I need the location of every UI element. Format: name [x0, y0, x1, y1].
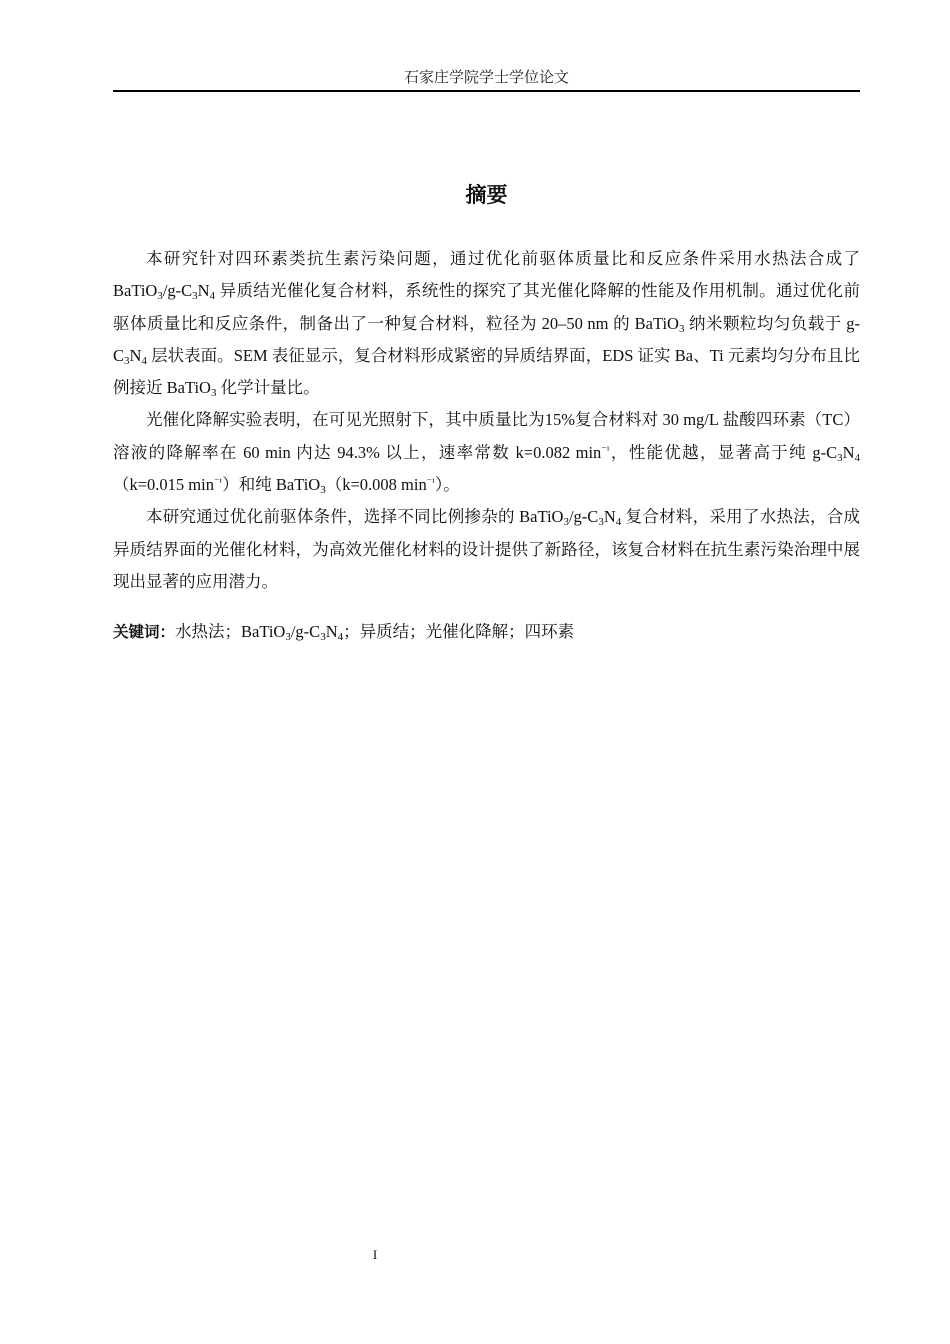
text-run: （k=0.008 min: [325, 475, 427, 495]
subscript-text: 3: [192, 290, 198, 303]
text-run: N: [129, 345, 142, 365]
text-run: 本研究针对四环素类抗生素污染问题，通过优化前驱体质量比和反应条件采用水热法合成了 BaTiO: [113, 249, 860, 301]
subscript-text: 3: [285, 631, 291, 643]
subscript-text: 3: [837, 451, 843, 464]
superscript-text: ⁻¹: [213, 477, 223, 489]
text-run: （k=0.015 min: [113, 475, 214, 495]
subscript-text: 4: [337, 631, 344, 643]
abstract-body: [113, 243, 860, 598]
abstract-paragraph: [113, 404, 860, 501]
superscript-text: ⁻¹: [426, 477, 435, 489]
text-run: N: [603, 507, 616, 527]
running-header: [113, 68, 860, 92]
text-run: 层状表面。SEM 表征显示，复合材料形成紧密的异质结界面，EDS 证实 Ba、Ti 元素均匀分布且比例接近 BaTiO: [113, 345, 860, 398]
abstract-title: 摘要: [465, 183, 508, 207]
text-run: /g-C: [568, 507, 599, 527]
text-run: ；异质结；光催化降解；四环素: [343, 622, 575, 641]
text-run: /g-C: [162, 281, 193, 301]
page-number: I: [372, 1247, 378, 1262]
subscript-text: 4: [615, 516, 622, 529]
text-run: ）。: [434, 475, 460, 495]
text-run: N: [842, 442, 855, 462]
superscript-text: ⁻¹: [601, 444, 610, 456]
text-run: /g-C: [290, 622, 321, 641]
text-run: N: [197, 281, 210, 301]
keywords-list: [175, 622, 574, 641]
subscript-text: 3: [320, 631, 326, 643]
text-run: 纳米颗粒均匀负载于 g-C: [113, 313, 860, 365]
subscript-text: 4: [141, 354, 147, 367]
text-run: 化学计量比。: [216, 378, 320, 398]
abstract-paragraph: [113, 243, 860, 404]
subscript-text: 4: [854, 451, 861, 464]
text-run: 光催化降解实验表明，在可见光照射下，其中质量比为15%复合材料对 30 mg/L 盐酸四环素（TC）溶液的降解率在 60 min 内达 94.3% 以上，速率常数 k=0.082 min: [113, 410, 860, 462]
text-run: 本研究通过优化前驱体条件，选择不同比例掺杂的 BaTiO: [146, 507, 564, 527]
subscript-text: 3: [124, 354, 130, 367]
keywords-label: 关键词：: [113, 623, 176, 641]
subscript-text: 3: [157, 290, 163, 303]
subscript-text: 4: [209, 290, 216, 303]
text-run: ，性能优越，显著高于纯 g-C: [609, 442, 838, 462]
text-run: 异质结光催化复合材料，系统性的探究了其光催化降解的性能及作用机制。通过优化前驱体质量比和反应条件，制备出了一种复合材料，粒径为 20–50 nm 的 BaTiO: [113, 281, 860, 333]
text-run: ）和纯 BaTiO: [222, 475, 321, 495]
subscript-text: 3: [320, 484, 326, 497]
text-run: N: [325, 622, 338, 641]
keywords-line: [113, 617, 860, 647]
subscript-text: 3: [563, 516, 569, 529]
running-header-title: 石家庄学院学士学位论文: [403, 70, 569, 86]
subscript-text: 3: [678, 322, 685, 335]
subscript-text: 3: [598, 516, 604, 529]
subscript-text: 3: [210, 387, 217, 400]
text-run: 复合材料，采用了水热法，合成异质结界面的光催化材料，为高效光催化材料的设计提供了新路径，该复合材料在抗生素污染治理中展现出显著的应用潜力。: [113, 507, 861, 591]
abstract-paragraph: [113, 501, 860, 598]
text-run: 水热法；BaTiO: [175, 622, 286, 641]
